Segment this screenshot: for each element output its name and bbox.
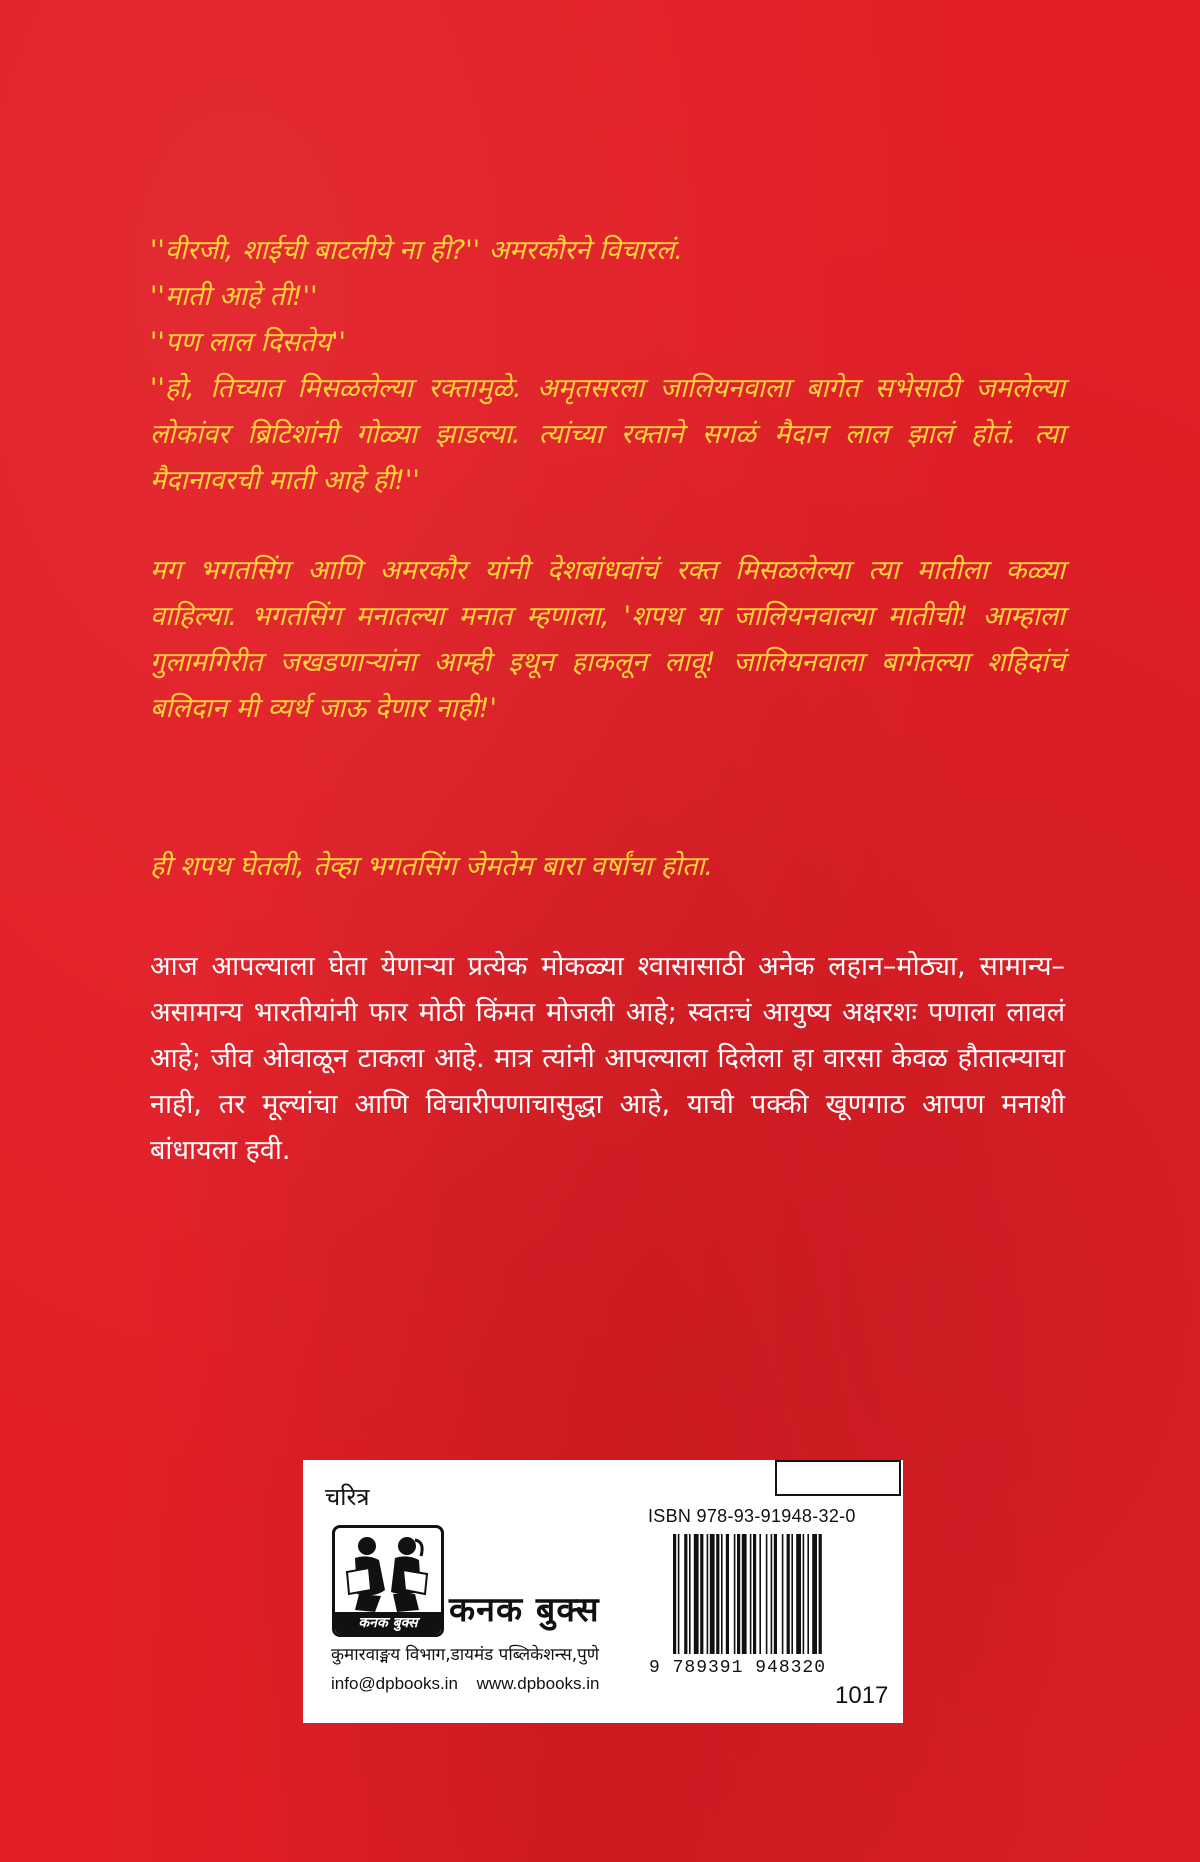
publisher-division: कुमारवाङ्मय विभाग,डायमंड पब्लिकेशन्स,पुणे <box>331 1645 600 1665</box>
logo-text: कनक बुक्स <box>358 1615 418 1631</box>
publisher-contacts <box>331 1674 651 1694</box>
dialogue-line: ''पण लाल दिसतेय'' <box>150 327 346 358</box>
publisher-name: कनक बुक्स <box>449 1590 600 1630</box>
oath-paragraph: मग भगतसिंग आणि अमरकौर यांनी देशबांधवांचं रक्त मिसळलेल्या त्या मातीला कळ्या वाहिल्या. भगतसिंग मनातल्या मनात म्हणाला, 'शपथ या जालियनवाल्या मातीची! आम्हाला गुलामगिरीत जखडणाऱ्यांना आम्ही इथून हाकलून लावू! जालियनवाला बागेतल्या शहिदांचं बलिदान मी व्यर्थ जाऊ देणार नाही!' <box>150 555 1065 724</box>
publisher-website[interactable]: www.dpbooks.in <box>476 1674 600 1693</box>
dialogue-line: ''वीरजी, शाईची बाटलीये ना ही?'' अमरकौरने विचारलं. <box>150 235 683 266</box>
isbn-text: ISBN 978-93-91948-32-0 <box>648 1506 856 1526</box>
price-box <box>775 1460 901 1496</box>
book-code: 1017 <box>835 1682 889 1709</box>
age-line: ही शपथ घेतली, तेव्हा भगतसिंग जेमतेम बारा वर्षांचा होता. <box>150 851 713 882</box>
dialogue-line: ''माती आहे ती!'' <box>150 281 318 312</box>
dialogue-line: ''हो, तिच्यात मिसळलेल्या रक्तामुळे. अमृतसरला जालियनवाला बागेत सभेसाठी जमलेल्या लोकांवर ब्रिटिशांनी गोळ्या झाडल्या. त्यांच्या रक्ताने सगळं मैदान लाल झालं होतं. त्या मैदानावरची माती आहे ही!'' <box>150 373 1065 496</box>
publisher-logo <box>332 1525 444 1637</box>
dialogue-block <box>150 228 1065 504</box>
publisher-email[interactable]: info@dpbooks.in <box>331 1674 458 1693</box>
summary-paragraph: आज आपल्याला घेता येणाऱ्या प्रत्येक मोकळ्या श्वासासाठी अनेक लहान–मोठ्या, सामान्य–असामान्य भारतीयांनी फार मोठी किंमत मोजली आहे; स्वतःचं आयुष्य अक्षरशः पणाला लावलं आहे; जीव ओवाळून टाकला आहे. मात्र त्यांनी आपल्याला दिलेला हा वारसा केवळ हौतात्म्याचा नाही, तर मूल्यांचा आणि विचारीपणाचासुद्धा आहे, याची पक्की खूणगाठ आपण मनाशी बांधायला हवी. <box>150 951 1065 1166</box>
genre-label: चरित्र <box>325 1484 370 1511</box>
back-cover-label <box>303 1460 903 1723</box>
barcode-icon <box>671 1534 888 1654</box>
barcode-digits: 9 789391 948320 <box>649 1658 827 1678</box>
